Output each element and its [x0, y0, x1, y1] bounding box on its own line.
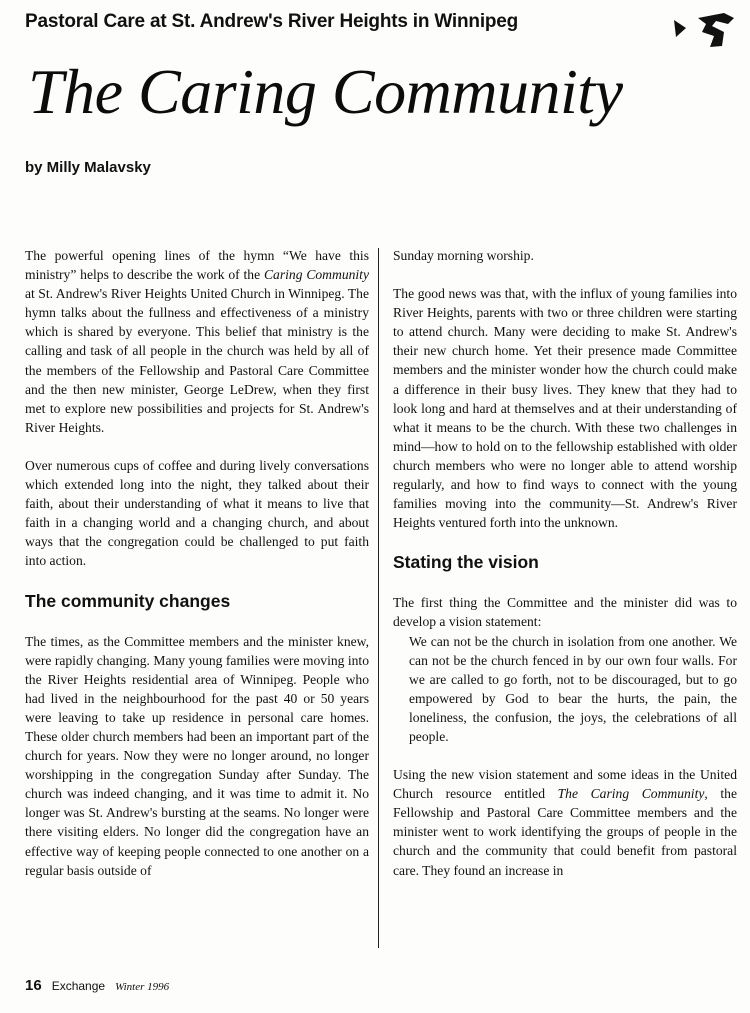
paragraph: The first thing the Committee and the minister did was to develop a vision statement: — [393, 595, 737, 630]
paragraph: Over numerous cups of coffee and during lively conversations which extended long into the night, they talked about their faith, about their understanding of what it means to live that faith in a changing world and a changing church, and about ways that the congregation could be challenged to put faith into action. — [25, 457, 369, 569]
paragraph: Sunday morning worship. — [393, 248, 534, 263]
section-heading: The community changes — [25, 590, 231, 611]
resource-title: Caring Community — [263, 267, 369, 283]
right-column — [393, 246, 737, 899]
paragraph: The powerful opening lines of the hymn “We have this ministry” helps to describe the work of the Caring Community at St. Andrew's River Heights United Church in Winnipeg. The hymn talks about the fullness and effectiveness of a ministry which is shared by everyone. This belief that ministry is the calling and task of all people in the church was held by all of the members of the Fellowship and Pastoral Care Committee and the then new minister, George LeDrew, when they first met to explore new possibilities and projects for St. Andrew's River Heights. — [25, 248, 369, 435]
magazine-name: Exchange — [51, 979, 106, 993]
article-kicker: Pastoral Care at St. Andrew's River Heights in Winnipeg — [25, 11, 519, 32]
paragraph: Using the new vision statement and some ideas in the United Church resource entitled The Caring Community, the Fellowship and Pastoral Care Committee members and the minister went to work identifying the groups of people in the church and the community that could benefit from pastoral care. They found an increase in — [393, 767, 737, 878]
denomination-logo-icon — [672, 10, 736, 48]
page-number: 16 — [25, 977, 42, 994]
paragraph: The times, as the Committee members and the minister knew, were rapidly changing. Many young families were moving into the River Heights residential area of Winnipeg. People who had lived in the neighbourhood for the past 40 or 50 years were leaving to take up residence in personal care homes. These older church members had been an important part of the church for years. Now they were no longer around, no longer worshipping in the congregation Sunday after Sunday. The church was indeed changing, and it was time to admit it. No longer was St. Andrew's bursting at the seams. No longer were there visiting elders. No longer did the congregation have an effective way of keeping people connected to one another on a regular basis outside of — [25, 633, 369, 878]
page-footer — [25, 977, 169, 994]
section-heading: Stating the vision — [393, 552, 539, 573]
issue-date: Winter 1996 — [115, 981, 170, 993]
paragraph: The good news was that, with the influx of young families into River Heights, parents with two or three children were starting to attend church. Many were deciding to make St. Andrew's their new church home. Yet their presence made Committee members and the minister wonder how the church could make a difference in their busy lives. They knew that they had to look long and hard at themselves and at their understanding of what it means to be the church. With these two challenges in mind—how to hold on to the fellowship established with older church members who were no longer able to attend worship regularly, and how to find ways to connect with the young families moving into the community—St. Andrew's River Heights ventured forth into the unknown. — [393, 286, 737, 531]
left-column — [25, 246, 369, 899]
resource-title: The Caring Community — [557, 786, 705, 802]
byline: by Milly Malavsky — [25, 159, 151, 176]
vision-statement-quote: We can not be the church in isolation from one another. We can not be the church fenced in by our own four walls. For we are called to go forth, not to be discouraged, but to go empowered by God to bear the hurts, the pain, the loneliness, the confusion, the joys, the celebrations of all people. — [409, 633, 737, 744]
article-title: The Caring Community — [28, 56, 623, 127]
column-divider — [378, 248, 379, 948]
